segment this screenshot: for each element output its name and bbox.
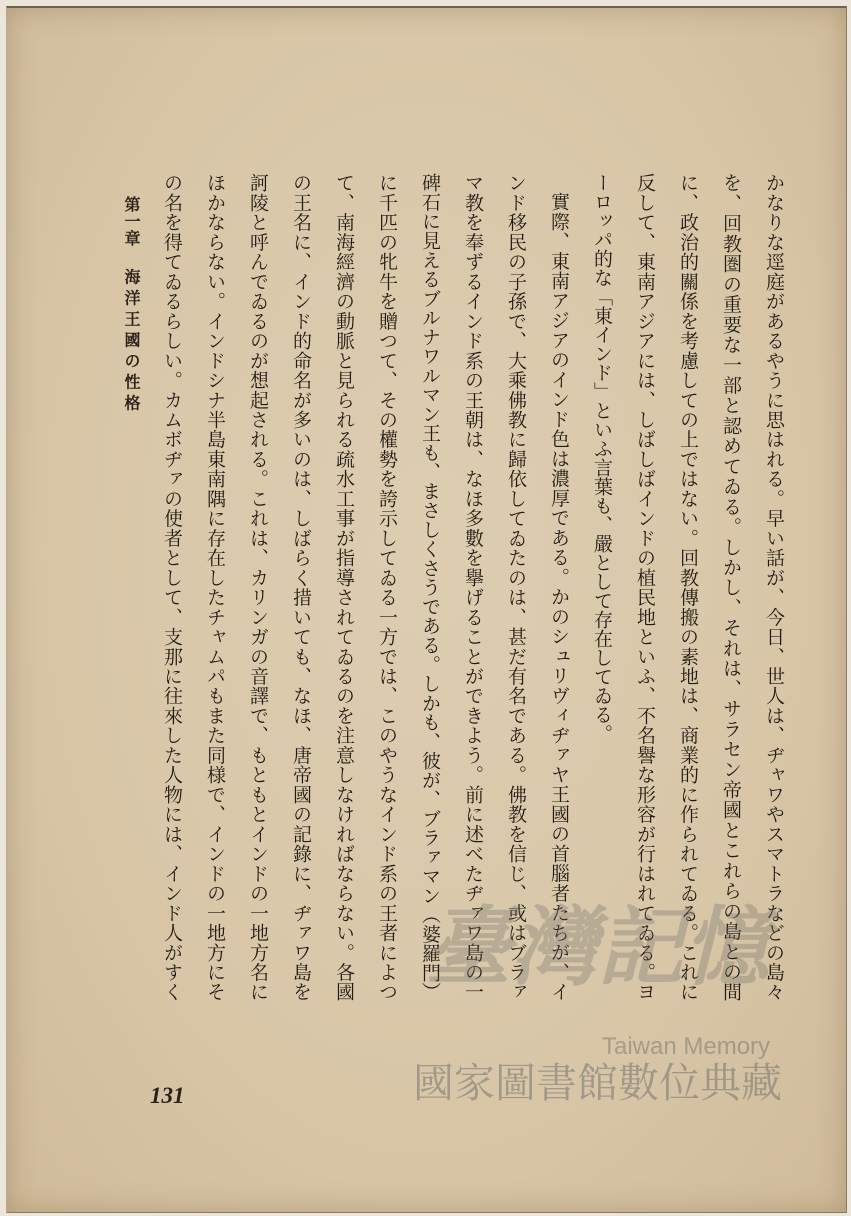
- watermark-institution: 國家圖書館數位典藏: [413, 1059, 782, 1107]
- text-column: 反して、東南アジアには、しばしばインドの植民地といふ、不名譽な形容が行はれてゐる。ヨ: [634, 173, 656, 1001]
- chapter-title: 海洋王國の性格: [122, 268, 141, 416]
- page-number: 131: [150, 1083, 185, 1108]
- text-column: ンド移民の子孫で、大乘佛教に歸依してゐたのは、甚だ有名である。佛教を信じ、或はブラァ: [505, 173, 527, 1001]
- text-column: に、政治的關係を考慮しての上ではない。回教傳搬の素地は、商業的に作られてゐる。これに: [677, 173, 699, 1001]
- text-column-paragraph-end: ーロッパ的な「東インド」といふ言葉も、嚴として存在してゐる。: [591, 173, 613, 743]
- watermark-latin-text: Taiwan Memory: [602, 1033, 771, 1060]
- text-column: の王名に、インド的命名が多いのは、しばらく措いても、なほ、唐帝國の記錄に、ヂァワ島を: [290, 173, 312, 1001]
- chapter-label: 第一章: [122, 196, 141, 247]
- text-column: の名を得てゐるらしい。カムボヂァの使者として、支那に往來した人物には、インド人がすく: [161, 173, 183, 1001]
- text-column: マ教を奉ずるインド系の王朝は、なほ多數を擧げることができよう。前に述べたヂァワ島の一: [462, 173, 484, 1001]
- text-column: 訶陵と呼んでゐるのが想起される。これは、カリンガの音譯で、もともとインドの一地方名に: [247, 173, 269, 1001]
- text-column: て、南海經濟の動脈と見られる疏水工事が指導されてゐるのを注意しなければならない。各國: [333, 173, 355, 1001]
- text-column: かなりな逕庭があるやうに思はれる。早い話が、今日、世人は、ヂャワやスマトラなどの島々: [763, 173, 785, 1001]
- body-text: [150, 173, 795, 1001]
- text-column: に千匹の牝牛を贈つて、その權勢を誇示してゐる一方では、このやうなインド系の王者によつ: [376, 173, 398, 1001]
- running-header: [120, 196, 142, 416]
- watermark-logo: 臺灣記憶: [425, 897, 769, 998]
- text-column: 碑石に見えるブルナワルマン王も、まさしくさうである。しかも、彼が、ブラァマン（婆羅門）: [419, 173, 441, 1001]
- text-column: ほかならない。インドシナ半島東南隅に存在したチャムパもまた同様で、インドの一地方にそ: [204, 173, 226, 1002]
- text-column-paragraph-start: 實際、東南アジアのインド色は濃厚である。かのシュリヴィヂァヤ王國の首腦者たちが、イ: [548, 192, 570, 1001]
- text-column: を、回教圏の重要な一部と認めてゐる。しかし、それは、サラセン帝國とこれらの島との間: [720, 173, 742, 1001]
